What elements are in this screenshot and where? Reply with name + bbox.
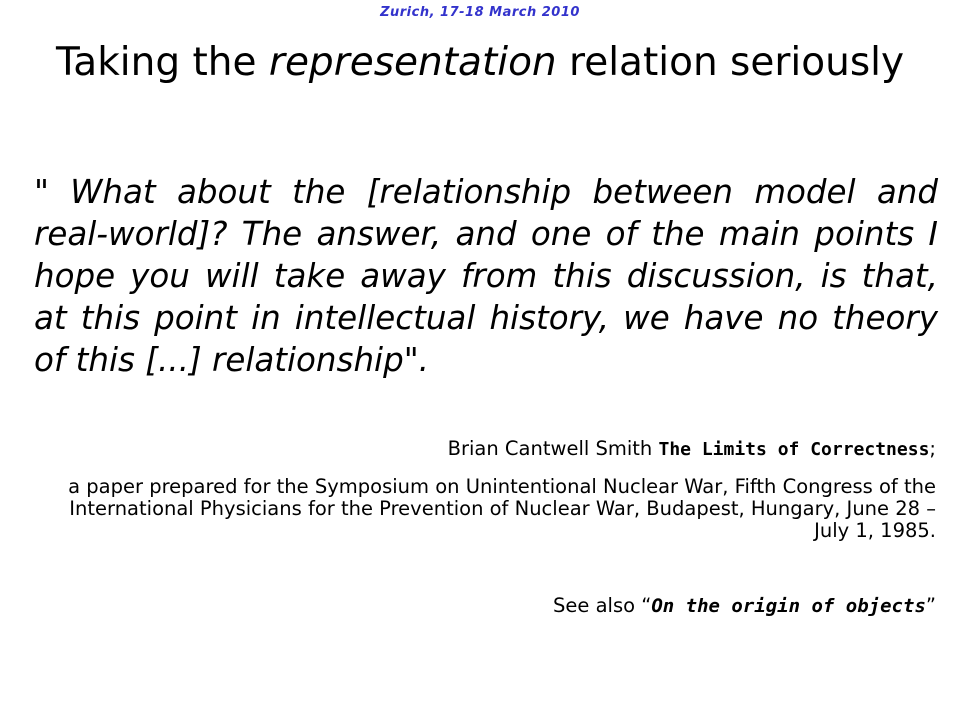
citation-author-line bbox=[36, 438, 936, 461]
title-after: relation seriously bbox=[556, 40, 905, 85]
citation-work-title: The Limits of Correctness bbox=[658, 439, 930, 460]
title-emphasis: representation bbox=[268, 40, 557, 85]
see-also-line bbox=[36, 595, 936, 617]
slide-header-date: Zurich, 17-18 March 2010 bbox=[380, 5, 580, 20]
see-also-open-quote: “ bbox=[641, 594, 652, 617]
see-also-close-quote: ” bbox=[925, 594, 936, 617]
see-also-prefix: See also bbox=[553, 594, 642, 617]
see-also-work: On the origin of objects bbox=[651, 595, 926, 617]
citation-description: a paper prepared for the Symposium on Unintentional Nuclear War, Fifth Congress of the International Physicians for the Prevention of Nuclear War, Budapest, Hungary, June 28 – July 1, 1985. bbox=[68, 475, 936, 542]
quotation: " What about the [relationship between model and real-world]? The answer, and one of the main points I hope you will take away from this discussion, is that, at this point in intellectual history, we have no theory of this [...] relationship". bbox=[34, 173, 938, 379]
title-before: Taking the bbox=[55, 40, 269, 85]
slide-title bbox=[0, 40, 960, 87]
citation-separator: ; bbox=[929, 437, 936, 460]
citation-author: Brian Cantwell Smith bbox=[447, 437, 659, 460]
